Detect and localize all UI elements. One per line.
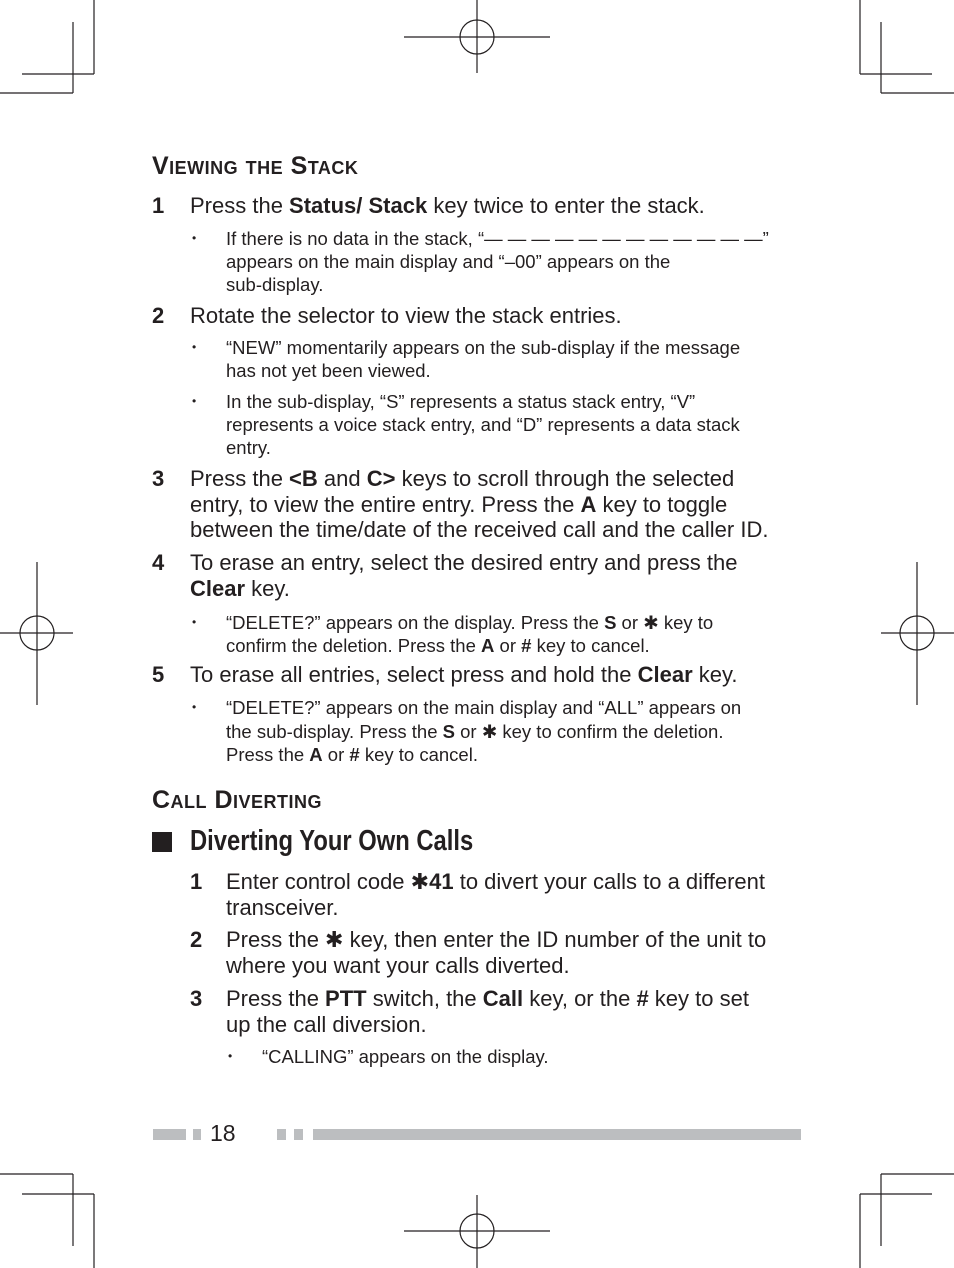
square-bullet-icon: [152, 832, 172, 852]
step-text: Press the PTT switch, the Call key, or the # key to set up the call diversion.: [226, 986, 749, 1037]
step-text: Press the <B and C> keys to scroll through the selected entry, to view the entire entry. Press the A key to toggle between the time/date of the received call and the caller ID.: [190, 466, 769, 542]
step-text: To erase an entry, select the desired entry and press the Clear key.: [190, 550, 738, 601]
bullet-mark: •: [192, 615, 197, 629]
footer-bar-right: [313, 1129, 801, 1140]
footer-bar-small: [193, 1129, 201, 1140]
bullet-mark: •: [192, 340, 197, 354]
section-heading-call-diverting: Call Diverting: [152, 786, 323, 814]
step-number: 4: [152, 550, 165, 575]
step-number: 1: [152, 193, 165, 218]
page-number: 18: [210, 1120, 236, 1146]
step-text: Enter control code ✱41 to divert your calls to a different transceiver.: [226, 869, 766, 920]
step-number: 3: [190, 986, 203, 1011]
section-heading-viewing-stack: Viewing the Stack: [152, 152, 359, 180]
step-text: Rotate the selector to view the stack entries.: [190, 303, 622, 328]
step-text: Press the Status/ Stack key twice to enter the stack.: [190, 193, 705, 218]
asterisk-key-icon: ✱: [481, 721, 498, 742]
footer-bar-left: [153, 1129, 186, 1140]
step-number: 3: [152, 466, 165, 491]
bullet-mark: •: [192, 394, 197, 408]
step-number: 5: [152, 662, 165, 687]
subsection-title: Diverting Your Own Calls: [190, 825, 474, 857]
step-number: 2: [152, 303, 165, 328]
bullet-mark: •: [192, 231, 197, 245]
footer-bar-small: [277, 1129, 286, 1140]
asterisk-key-icon: ✱: [410, 869, 430, 894]
asterisk-key-icon: ✱: [643, 612, 659, 633]
asterisk-key-icon: ✱: [325, 927, 344, 952]
bullet-mark: •: [192, 700, 197, 714]
step-number: 1: [190, 869, 203, 894]
footer-bar-small: [294, 1129, 303, 1140]
step-text: Press the ✱ key, then enter the ID number of the unit to where you want your calls diverted.: [226, 927, 767, 978]
step-number: 2: [190, 927, 203, 952]
step-text: To erase all entries, select press and hold the Clear key.: [190, 662, 738, 687]
bullet-mark: •: [228, 1049, 233, 1063]
